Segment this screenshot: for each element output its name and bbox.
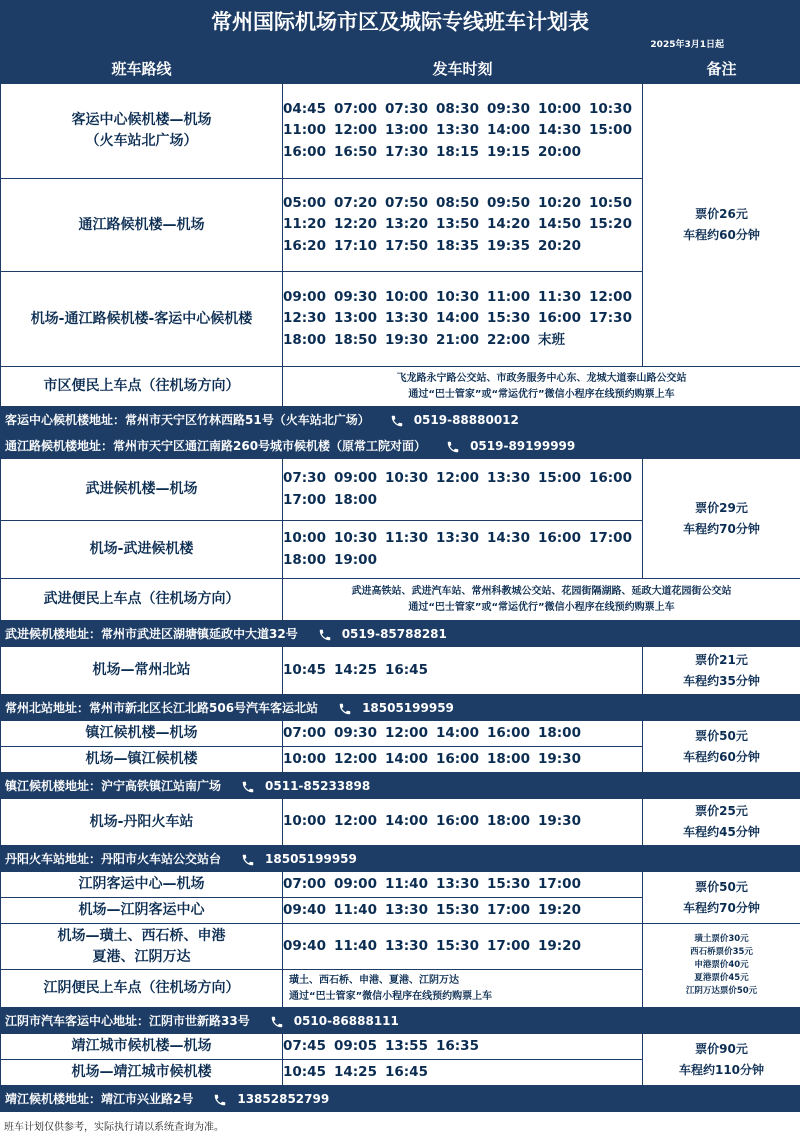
departure-time: 13:30 [436, 530, 479, 546]
departure-time: 12:20 [334, 216, 377, 233]
departure-times [283, 179, 643, 272]
departure-time: 08:50 [436, 194, 479, 211]
address-text: 通江路候机楼地址：常州市天宁区通江南路260号城市候机楼（原常工院对面） [5, 439, 427, 453]
departure-time: 11:00 [283, 122, 326, 139]
departure-time: 10:00 [385, 288, 428, 305]
effective-date: 2025年3月1日起 [650, 40, 724, 50]
fare-note: 票价29元 车程约70分钟 [643, 459, 800, 579]
departure-time: 09:05 [334, 1037, 377, 1054]
route-name: 通江路候机楼—机场 [1, 179, 283, 272]
departure-time: 17:00 [487, 901, 530, 918]
departure-time: 19:30 [385, 331, 428, 348]
phone-icon [316, 628, 334, 642]
address-row [1, 433, 800, 459]
departure-time: 07:30 [283, 470, 326, 486]
phone-number: 0519-88880012 [413, 413, 519, 427]
address-text: 靖江候机楼地址：靖江市兴业路2号 [5, 1092, 194, 1106]
departure-time: 16:00 [436, 750, 479, 767]
departure-time: 17:00 [487, 937, 530, 954]
departure-time: 19:30 [538, 813, 581, 830]
departure-time: 17:00 [283, 491, 326, 508]
departure-time: 15:00 [538, 470, 581, 486]
departure-time: 18:15 [436, 143, 479, 160]
address-row [1, 695, 800, 721]
departure-time: 18:00 [283, 331, 326, 348]
departure-time: 19:00 [334, 551, 377, 568]
departure-time: 20:00 [538, 143, 581, 160]
departure-time: 12:00 [436, 470, 479, 486]
table-row [1, 647, 800, 695]
departure-time: 09:30 [334, 724, 377, 741]
departure-time: 16:45 [385, 661, 428, 678]
departure-time: 12:00 [334, 122, 377, 139]
departure-time: 09:40 [283, 901, 326, 918]
address-text: 客运中心候机楼地址：常州市天宁区竹林西路51号（火车站北广场） [5, 413, 370, 427]
departure-time: 14:00 [487, 122, 530, 139]
departure-time: 09:00 [334, 875, 377, 892]
departure-time: 13:30 [385, 901, 428, 918]
route-name: 江阴客运中心—机场 [1, 872, 283, 898]
departure-time: 16:45 [385, 1063, 428, 1080]
departure-time: 16:00 [436, 813, 479, 830]
route-name: 机场-武进候机楼 [1, 521, 283, 579]
departure-time: 16:35 [436, 1037, 479, 1054]
departure-times [283, 272, 643, 367]
departure-time: 07:00 [283, 875, 326, 892]
page-title: 常州国际机场市区及城际专线班车计划表 [211, 10, 589, 34]
departure-time: 05:00 [283, 194, 326, 211]
departure-time: 13:30 [487, 470, 530, 486]
departure-time: 09:50 [487, 194, 530, 211]
phone-number: 0510-86888111 [293, 1014, 399, 1028]
table-row [1, 459, 800, 521]
fare-list: 璜土票价30元 西石桥票价35元 申港票价40元 夏港票价45元 江阴万达票价50元 [643, 924, 800, 1008]
departure-time: 13:00 [334, 310, 377, 327]
phone-number: 18505199959 [362, 701, 454, 715]
departure-time: 08:30 [436, 100, 479, 117]
departure-time: 11:40 [334, 901, 377, 918]
departure-time: 15:30 [487, 310, 530, 327]
departure-time: 11:00 [487, 288, 530, 305]
departure-time: 14:00 [436, 310, 479, 327]
title-bar [0, 0, 800, 53]
departure-time: 10:30 [589, 100, 632, 117]
departure-time: 13:30 [385, 937, 428, 954]
departure-times [283, 1060, 643, 1086]
departure-time: 14:00 [385, 813, 428, 830]
route-name: 机场—璜土、西石桥、申港 夏港、江阴万达 [1, 924, 283, 970]
phone-icon [211, 1093, 229, 1107]
table-row [1, 799, 800, 846]
table-row [1, 1034, 800, 1060]
departure-time: 16:00 [538, 530, 581, 546]
table-row [1, 367, 800, 407]
departure-time: 07:45 [283, 1037, 326, 1054]
departure-time: 13:30 [385, 310, 428, 327]
departure-time: 19:20 [538, 901, 581, 918]
fare-note: 票价21元 车程约35分钟 [643, 647, 800, 695]
departure-times [283, 799, 643, 846]
footer-note: 班车计划仅供参考，实际执行请以系统查询为准。 [4, 1122, 224, 1133]
phone-icon [336, 702, 354, 716]
departure-time: 11:40 [385, 875, 428, 892]
departure-time: 10:00 [283, 530, 326, 546]
pickup-stops: 武进高铁站、武进汽车站、常州科教城公交站、花园街隔湖路、延政大道花园街公交站 通过“巴士管家”或“常运优行”微信小程序在线预约购票上车 [283, 579, 800, 621]
route-name: 镇江候机楼—机场 [1, 721, 283, 747]
table-row [1, 924, 800, 970]
address-row [1, 773, 800, 799]
departure-time: 10:45 [283, 1063, 326, 1080]
phone-number: 18505199959 [265, 852, 357, 866]
departure-time: 11:40 [334, 937, 377, 954]
phone-icon [444, 440, 462, 454]
address-text: 镇江候机楼地址：沪宁高铁镇江站南广场 [5, 779, 222, 793]
departure-time: 12:00 [334, 813, 377, 830]
route-name: 机场—江阴客运中心 [1, 898, 283, 924]
address-row [1, 846, 800, 872]
table-row [1, 84, 800, 179]
departure-time: 10:50 [589, 194, 632, 211]
departure-time: 18:00 [487, 813, 530, 830]
departure-time: 12:30 [283, 310, 326, 327]
route-name: 靖江城市候机楼—机场 [1, 1034, 283, 1060]
departure-time: 22:00 [487, 331, 530, 348]
departure-time: 17:30 [385, 143, 428, 160]
departure-times [283, 84, 643, 179]
route-name: 机场—常州北站 [1, 647, 283, 695]
departure-time: 07:00 [283, 724, 326, 741]
departure-time: 10:45 [283, 661, 326, 678]
departure-time: 10:30 [385, 470, 428, 486]
header-notes: 备注 [643, 54, 800, 84]
departure-time: 09:00 [334, 470, 377, 486]
departure-times [283, 721, 643, 747]
departure-times [283, 898, 643, 924]
departure-times [283, 521, 643, 579]
route-name: 机场—靖江城市候机楼 [1, 1060, 283, 1086]
departure-time: 14:25 [334, 1063, 377, 1080]
route-name: 客运中心候机楼—机场 （火车站北广场） [1, 84, 283, 179]
departure-time: 10:00 [283, 750, 326, 767]
departure-time: 19:15 [487, 143, 530, 160]
fare-note: 票价25元 车程约45分钟 [643, 799, 800, 846]
departure-time: 12:00 [589, 288, 632, 305]
departure-time: 21:00 [436, 331, 479, 348]
departure-time: 16:50 [334, 143, 377, 160]
departure-time: 19:30 [538, 750, 581, 767]
departure-time: 15:30 [487, 875, 530, 892]
departure-time: 16:00 [283, 143, 326, 160]
departure-time: 18:00 [334, 491, 377, 508]
address-text: 武进候机楼地址：常州市武进区湖塘镇延政中大道32号 [5, 627, 298, 641]
departure-time: 13:50 [436, 216, 479, 233]
departure-time: 07:50 [385, 194, 428, 211]
departure-time: 17:00 [538, 875, 581, 892]
departure-time: 13:55 [385, 1037, 428, 1054]
departure-time: 10:30 [436, 288, 479, 305]
departure-time: 15:30 [436, 937, 479, 954]
phone-number: 0519-89199999 [470, 439, 576, 453]
departure-time: 09:30 [334, 288, 377, 305]
departure-time: 17:30 [589, 310, 632, 327]
departure-time: 17:10 [334, 237, 377, 254]
departure-times [283, 872, 643, 898]
departure-time: 13:00 [385, 122, 428, 139]
address-row [1, 621, 800, 647]
departure-time: 16:00 [538, 310, 581, 327]
departure-time: 10:00 [283, 813, 326, 830]
address-text: 江阴市汽车客运中心地址：江阴市世新路33号 [5, 1014, 250, 1028]
departure-time: 14:25 [334, 661, 377, 678]
departure-time: 12:00 [385, 724, 428, 741]
departure-time: 15:20 [589, 216, 632, 233]
departure-time: 19:20 [538, 937, 581, 954]
phone-number: 0519-85788281 [341, 627, 447, 641]
phone-icon [268, 1015, 286, 1029]
schedule-table [0, 53, 800, 1112]
departure-times [283, 647, 643, 695]
departure-time: 07:20 [334, 194, 377, 211]
departure-time: 15:00 [589, 122, 632, 139]
departure-time: 14:30 [487, 530, 530, 546]
departure-time: 14:00 [385, 750, 428, 767]
header-route: 班车路线 [1, 54, 283, 84]
departure-time: 10:30 [334, 530, 377, 546]
departure-time: 16:00 [589, 470, 632, 486]
route-name: 机场-丹阳火车站 [1, 799, 283, 846]
pickup-label: 江阴便民上车点（往机场方向） [1, 970, 283, 1008]
address-row [1, 1086, 800, 1112]
departure-time: 07:30 [385, 100, 428, 117]
fare-note: 票价50元 车程约60分钟 [643, 721, 800, 773]
departure-time: 10:00 [538, 100, 581, 117]
header-times: 发车时刻 [283, 54, 643, 84]
departure-time: 20:20 [538, 237, 581, 254]
phone-number: 13852852799 [237, 1092, 330, 1106]
phone-number: 0511-85233898 [265, 779, 371, 793]
address-text: 常州北站地址：常州市新北区长江北路506号汽车客运北站 [5, 701, 319, 715]
departure-time: 04:45 [283, 100, 326, 117]
departure-time: 13:30 [436, 875, 479, 892]
fare-note: 票价50元 车程约70分钟 [643, 872, 800, 924]
address-row [1, 407, 800, 433]
departure-time: 11:30 [538, 288, 581, 305]
route-name: 机场—镇江候机楼 [1, 747, 283, 773]
departure-time: 09:40 [283, 937, 326, 954]
table-row [1, 872, 800, 898]
departure-time: 17:00 [589, 530, 632, 546]
departure-time: 16:20 [283, 237, 326, 254]
departure-time: 13:30 [436, 122, 479, 139]
departure-time: 18:35 [436, 237, 479, 254]
fare-note: 票价90元 车程约110分钟 [643, 1034, 800, 1086]
departure-time: 09:30 [487, 100, 530, 117]
departure-time: 18:00 [283, 551, 326, 568]
departure-time: 15:30 [436, 901, 479, 918]
departure-time: 11:20 [283, 216, 326, 233]
departure-times [283, 924, 643, 970]
phone-icon [239, 853, 257, 867]
pickup-stops: 璜土、西石桥、申港、夏港、江阴万达 通过“巴士管家”微信小程序在线预约购票上车 [283, 970, 643, 1008]
address-text: 丹阳火车站地址：丹阳市火车站公交站台 [5, 852, 222, 866]
table-row [1, 721, 800, 747]
departure-time: 09:00 [283, 288, 326, 305]
departure-time: 18:00 [538, 724, 581, 741]
route-name: 武进候机楼—机场 [1, 459, 283, 521]
departure-time: 14:20 [487, 216, 530, 233]
table-row [1, 579, 800, 621]
address-row [1, 1008, 800, 1034]
route-name: 机场-通江路候机楼-客运中心候机楼 [1, 272, 283, 367]
departure-time: 10:20 [538, 194, 581, 211]
phone-icon [239, 780, 257, 794]
departure-time: 07:00 [334, 100, 377, 117]
departure-time: 18:50 [334, 331, 377, 348]
departure-times [283, 747, 643, 773]
departure-time: 19:35 [487, 237, 530, 254]
departure-times [283, 459, 643, 521]
departure-time: 16:00 [487, 724, 530, 741]
departure-time: 14:00 [436, 724, 479, 741]
departure-time: 17:50 [385, 237, 428, 254]
departure-time: 11:30 [385, 530, 428, 546]
departure-time: 末班 [538, 331, 565, 348]
pickup-stops: 飞龙路永宁路公交站、市政务服务中心东、龙城大道泰山路公交站 通过“巴士管家”或“常运优行”微信小程序在线预约购票上车 [283, 367, 800, 407]
departure-time: 18:00 [487, 750, 530, 767]
departure-times [283, 1034, 643, 1060]
pickup-label: 武进便民上车点（往机场方向） [1, 579, 283, 621]
departure-time: 14:30 [538, 122, 581, 139]
fare-note: 票价26元 车程约60分钟 [643, 84, 800, 367]
pickup-label: 市区便民上车点（往机场方向） [1, 367, 283, 407]
departure-time: 12:00 [334, 750, 377, 767]
departure-time: 13:20 [385, 216, 428, 233]
phone-icon [388, 414, 406, 428]
departure-time: 14:50 [538, 216, 581, 233]
